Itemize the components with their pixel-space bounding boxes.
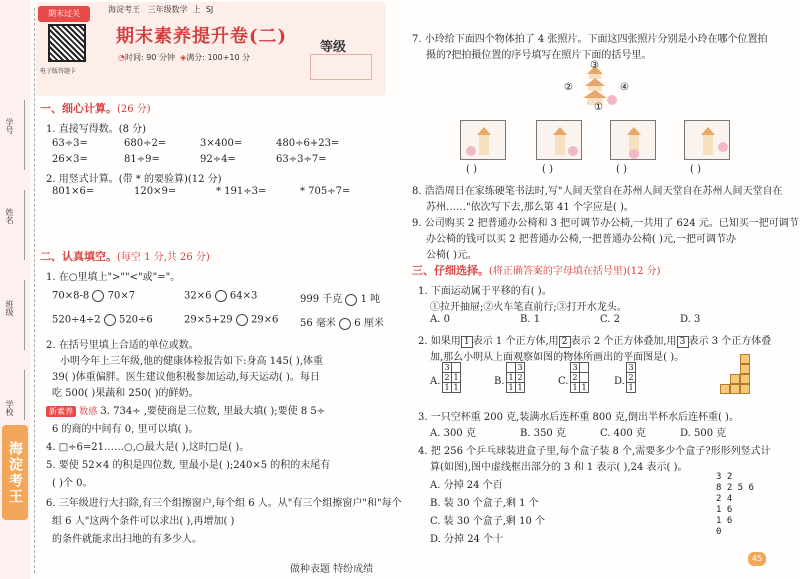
- c1-items: ①拉开抽屉;②火车笔直前行;③打开水龙头。: [430, 302, 627, 313]
- plan-view-d: 3 2 1: [628, 363, 634, 392]
- section-tag: 期末过关: [38, 6, 90, 22]
- page-title: 期末素养提升卷(二): [116, 26, 288, 47]
- q2-2-line: 39( )体重偏胖。医生建议他积极参加运动,每天运动( )。每日: [52, 372, 320, 383]
- c2-line: 加,那么小明从上面观察如图的物体所画出的平面图是( )。: [430, 352, 685, 363]
- c4-line: 4. 把 256 个乒乓球装进盒子里,每个盒子装 8 个,需要多少个盒子?形形列竖式计: [418, 446, 771, 457]
- c4-line: 算(如图),图中虚线框出部分的 3 和 1 表示( ),24 表示( )。: [430, 462, 688, 473]
- calc: 3×400=: [200, 138, 243, 149]
- qr-code[interactable]: [48, 24, 86, 62]
- q9-line: 办公椅的钱可以买 2 把普通办公椅,一把普通办公椅( )元,一把可调节办: [426, 234, 737, 245]
- option[interactable]: C. 装 30 个盒子,剩 10 个: [430, 516, 545, 527]
- q1-1-prompt: 1. 直接写得数。(8 分): [46, 124, 147, 135]
- answer-paren[interactable]: ( ): [466, 164, 477, 175]
- option[interactable]: D. 分掉 24 个十: [430, 534, 504, 545]
- book-info: 海淀考王 三年级数学 上 SJ: [108, 5, 214, 14]
- option[interactable]: B. 装 30 个盒子,剩 1 个: [430, 498, 539, 509]
- class-line: [24, 280, 25, 350]
- vertical-calc: * 705÷7=: [300, 186, 351, 197]
- q9-line: 公椅( )元。: [426, 250, 477, 261]
- q2-6-line: 6. 三年级进行大扫除,有三个组擦窗户,每个组 6 人。从"有三个组擦窗户"和"每个: [46, 498, 402, 509]
- q7-line: 摄的?把拍摄位置的序号填写在照片下面的括号里。: [426, 50, 652, 61]
- q2-2-prompt: 2. 在括号里填上合适的单位或数。: [46, 340, 199, 351]
- brand-logo: 海淀考王: [2, 425, 28, 520]
- name-line: [24, 190, 25, 260]
- grade-box[interactable]: [310, 54, 372, 80]
- side-strip: [0, 0, 30, 579]
- c1-prompt: 1. 下面运动属于平移的有( )。: [418, 286, 552, 297]
- q2-6-line: 的条件就能求出扫地的有多少人。: [52, 534, 202, 545]
- option[interactable]: D. 3: [680, 314, 701, 325]
- page-number: 45: [748, 552, 766, 566]
- section-1-title: 一、细心计算。(26 分): [40, 102, 151, 115]
- option[interactable]: A. 0: [430, 314, 450, 325]
- answer-circle[interactable]: [104, 314, 116, 326]
- q2-3-line: 新素养 数感 3. 734÷ ,要使商是三位数, 里最大填( );要使 8 5÷: [46, 402, 325, 417]
- c2-line: 2. 如果用 1 表示 1 个正方体,用 2 表示 2 个正方体叠加,用 3 表示 3 个正方体叠: [418, 336, 772, 347]
- option[interactable]: B. 1: [520, 314, 541, 325]
- compare-row: 29×5+29 29×6: [184, 314, 279, 326]
- compare-row: 520÷4÷2 520÷6: [52, 314, 153, 326]
- q8-line: 苏州……"依次写下去,那么第 41 个字应是( )。: [426, 202, 634, 213]
- calc: 680÷2=: [124, 138, 167, 149]
- q2-1-prompt: 1. 在○里填上">""<"或"="。: [46, 272, 181, 283]
- vertical-calc: 120×9=: [134, 186, 177, 197]
- compare-row: 56 毫米 6 厘米: [300, 318, 384, 329]
- photo-3: [610, 120, 656, 160]
- answer-circle[interactable]: [236, 314, 248, 326]
- calc: 480÷6+23=: [276, 138, 340, 149]
- photo-2: [536, 120, 582, 160]
- calc: 26×3=: [52, 154, 88, 165]
- vertical-calc: * 191÷3=: [216, 186, 267, 197]
- calc: 92÷4=: [200, 154, 236, 165]
- calc: 81÷9=: [124, 154, 160, 165]
- label-name: 姓名: [5, 208, 14, 224]
- q2-3-line: 6 的商的中间有 0, 里可以填( )。: [52, 424, 199, 435]
- q2-2-line: 吃 500( )果蔬和 250( )的鲜奶。: [52, 388, 199, 399]
- option[interactable]: A. 分掉 24 个百: [430, 480, 503, 491]
- q2-4-line: 4. □÷6=21……○,○最大是( ),这时□是( )。: [46, 442, 250, 453]
- option[interactable]: A. 300 克: [430, 428, 476, 439]
- position-label: ④: [620, 82, 629, 93]
- photo-4: [684, 120, 730, 160]
- label-student-id: 学号: [5, 118, 14, 134]
- cut-line: [34, 8, 35, 573]
- position-label: ③: [590, 60, 599, 71]
- grade-label: 等级: [320, 40, 347, 55]
- plan-view-a: 3 2 1 1 1: [444, 363, 459, 392]
- answer-circle[interactable]: [345, 294, 357, 306]
- id-line: [24, 100, 25, 170]
- plan-view-c: 3 2 1 1: [572, 363, 587, 392]
- q2-2-line: 小明今年上三年级,他的健康体检报告如下:身高 145( ),体重: [60, 356, 323, 367]
- c3-prompt: 3. 一只空杯重 200 克,装满水后连杯重 800 克,倒出半杯水后连杯重( )。: [418, 412, 739, 423]
- answer-paren[interactable]: ( ): [690, 164, 701, 175]
- option[interactable]: A.: [430, 376, 441, 387]
- option[interactable]: D.: [614, 376, 625, 387]
- label-school: 学校: [5, 400, 14, 416]
- q2-6-line: 组 6 人"这两个条件可以求出( ),再增加( ): [52, 516, 235, 527]
- q1-2-prompt: 2. 用竖式计算。(带 * 的要验算)(12 分): [46, 174, 222, 185]
- q8-line: 8. 浩浩周日在家练硬笔书法时,写"人间天堂自在苏州人间天堂自在苏州人间天堂自在: [412, 186, 783, 197]
- position-label: ②: [564, 82, 573, 93]
- school-line: [24, 370, 25, 420]
- option[interactable]: C.: [558, 376, 569, 387]
- answer-paren[interactable]: ( ): [542, 164, 553, 175]
- option[interactable]: B. 350 克: [520, 428, 566, 439]
- compare-row: 999 千克 1 吨: [300, 294, 381, 305]
- footer-slogan: 做种表题 特纷成绩: [290, 564, 374, 575]
- qr-caption: 电子版答题卡: [40, 68, 77, 75]
- section-3-title: 三、仔细选择。(将正确答案的字母填在括号里)(12 分): [412, 264, 661, 277]
- calc: 63÷3÷7=: [276, 154, 327, 165]
- label-class: 班级: [5, 300, 14, 316]
- q2-5-line: 5. 要使 52×4 的积是四位数, 里最小是( );240×5 的积的末尾有: [46, 460, 331, 471]
- option[interactable]: B.: [494, 376, 505, 387]
- photo-1: [460, 120, 506, 160]
- position-label: ①: [594, 102, 603, 113]
- plan-view-b: 3 1 2 1 1: [508, 363, 523, 392]
- answer-circle[interactable]: [215, 290, 227, 302]
- exam-meta: ◔时间: 90 分钟 ◈满分: 100+10 分: [118, 53, 251, 62]
- compare-row: 32×6 64×3: [184, 290, 258, 302]
- long-division: 3 2 8 2 5 6 2 4 1 6 1 6 0: [716, 472, 754, 537]
- option[interactable]: C. 2: [600, 314, 621, 325]
- answer-circle[interactable]: [92, 290, 104, 302]
- option[interactable]: D. 500 克: [680, 428, 727, 439]
- compare-row: 70×8-8 70×7: [52, 290, 136, 302]
- q7-line: 7. 小玲给下面四个物体拍了 4 张照片。下面这四张照片分别是小玲在哪个位置拍: [412, 34, 768, 45]
- section-2-title: 二、认真填空。(每空 1 分,共 26 分): [40, 250, 210, 263]
- q9-line: 9. 公司购买 2 把普通办公椅和 3 把可调节办公椅,一共用了 624 元。已知买一把可调节: [412, 218, 799, 229]
- answer-paren[interactable]: ( ): [616, 164, 627, 175]
- calc: 63÷3=: [52, 138, 88, 149]
- option[interactable]: C. 400 克: [600, 428, 646, 439]
- answer-circle[interactable]: [339, 318, 351, 330]
- q2-5-line: ( )个 0。: [52, 478, 93, 489]
- vertical-calc: 801×6=: [52, 186, 95, 197]
